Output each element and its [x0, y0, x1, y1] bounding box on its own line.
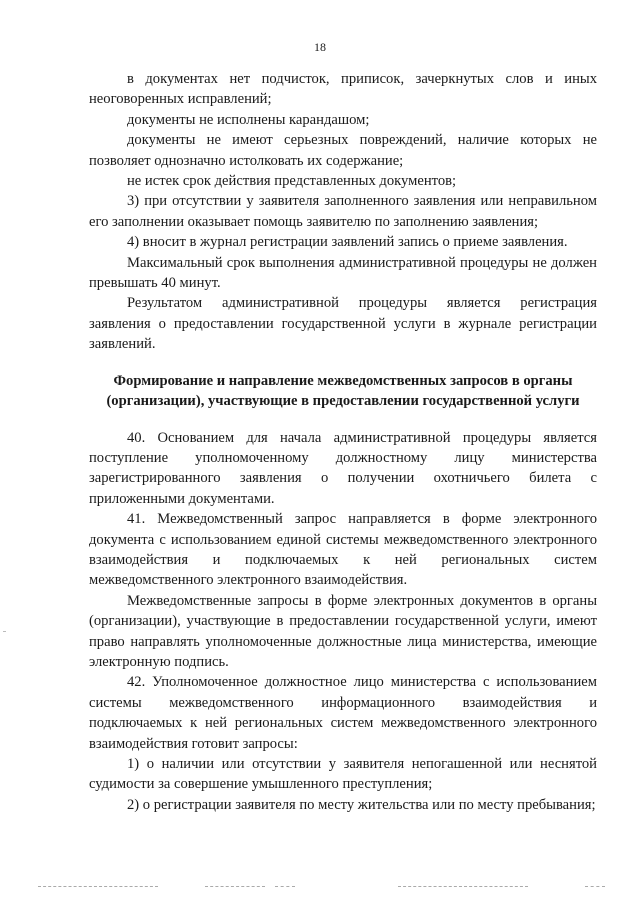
document-body — [89, 69, 597, 815]
scan-artifact-line — [38, 886, 158, 888]
scan-artifact-line — [585, 886, 605, 888]
paragraph: Результатом административной процедуры является регистрация заявления о предоставлении государственной услуги в журнале регистрации заявлений. — [89, 295, 597, 353]
scan-artifact-line — [205, 886, 265, 888]
paragraph: 41. Межведомственный запрос направляется в форме электронного документа с использованием единой системы межведомственного электронного взаимодействия и подключаемых к ней региональных систем межведомственного электронного взаимодействия. — [89, 511, 597, 589]
paragraph: 3) при отсутствии у заявителя заполненного заявления или неправильном его заполнении оказывает помощь заявителю по заполнению заявления; — [89, 193, 597, 230]
scan-artifact-line — [398, 886, 528, 888]
paragraph: 2) о регистрации заявителя по месту жительства или по месту пребывания; — [127, 796, 596, 813]
paragraph: Максимальный срок выполнения административной процедуры не должен превышать 40 минут. — [89, 254, 597, 292]
paragraph: в документах нет подчисток, приписок, зачеркнутых слов и иных неоговоренных исправлений; — [89, 71, 597, 108]
scan-artifact-line — [275, 886, 295, 888]
scan-edge-mark — [3, 631, 6, 632]
paragraph: 40. Основанием для начала административной процедуры является поступление уполномоченному должностному лицу министерства зарегистрированного заявления о получении охотничьего билета с приложенными документами. — [89, 429, 597, 507]
paragraph: 1) о наличии или отсутствии у заявителя непогашенной или неснятой судимости за совершение умышленного преступления; — [89, 756, 597, 793]
paragraph: Межведомственные запросы в форме электронных документов в органы (организации), участвующие в предоставлении государственной услуги, имеют право направлять уполномоченные должностные лица министерства, имеющие электронную подпись. — [89, 592, 597, 670]
paragraph: 42. Уполномоченное должностное лицо министерства с использованием системы межведомственного информационного взаимодействия и подключаемых к ней региональных систем межведомственного электронного взаимодействия готовит запросы: — [89, 674, 597, 752]
paragraph: 4) вносит в журнал регистрации заявлений запись о приеме заявления. — [127, 234, 568, 251]
paragraph: не истек срок действия представленных документов; — [127, 173, 457, 190]
page-number: 18 — [314, 40, 326, 54]
section-heading: Формирование и направление межведомственных запросов в органы (организации), участвующие в предоставлении государственной услуги — [106, 372, 580, 410]
paragraph: документы не имеют серьезных повреждений, наличие которых не позволяет однозначно истолковать их содержание; — [89, 132, 597, 169]
paragraph: документы не исполнены карандашом; — [127, 111, 370, 128]
